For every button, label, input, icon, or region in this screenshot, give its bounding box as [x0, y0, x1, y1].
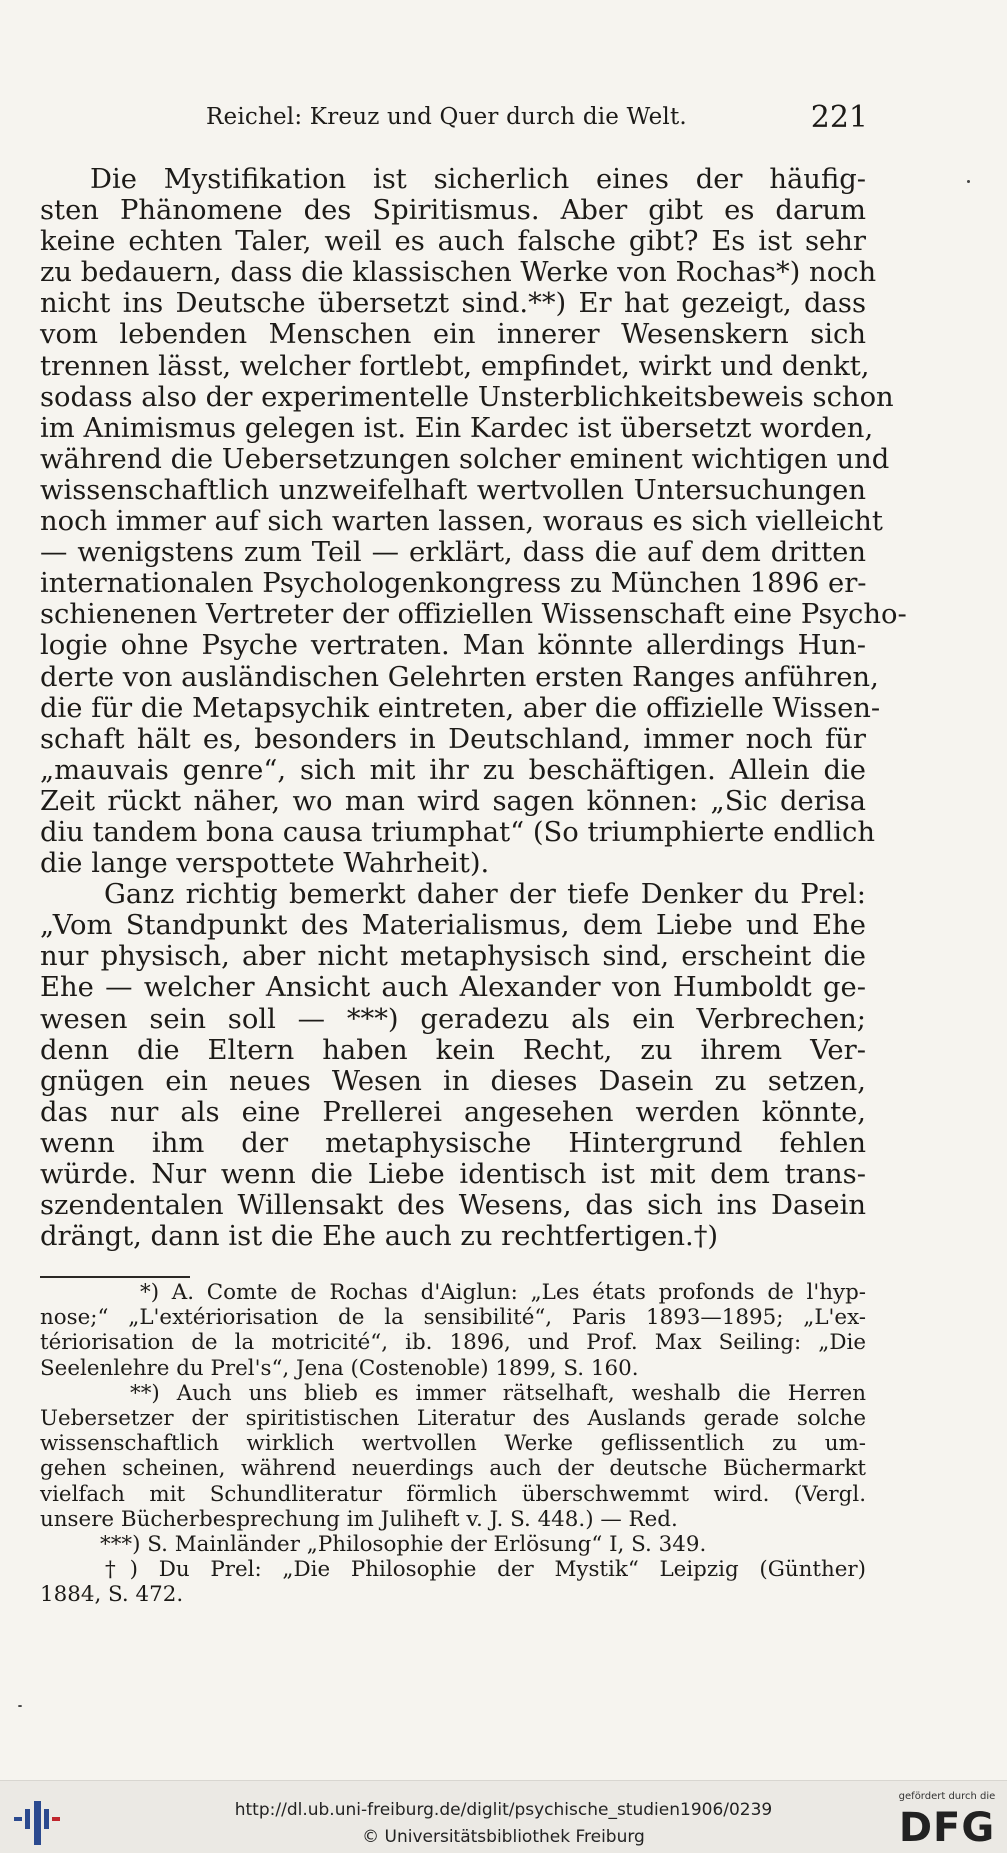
- text-line: würde. Nur wenn die Liebe identisch ist mit dem trans-: [40, 1159, 866, 1190]
- footnote-line: nose;“ „L'extériorisation de la sensibilité“, Paris 1893—1895; „L'ex-: [40, 1305, 866, 1331]
- text-line: sodass also der experimentelle Unsterblichkeitsbeweis schon: [40, 381, 894, 413]
- main-text: [40, 164, 907, 1253]
- text-line: zu bedauern, dass die klassischen Werke von Rochas*) noch: [40, 257, 877, 289]
- text-line: wissenschaftlich unzweifelhaft wertvollen Untersuchungen: [40, 474, 866, 506]
- footnote-line: gehen scheinen, während neuerdings auch der deutsche Büchermarkt: [40, 1456, 866, 1482]
- text-line: schaft hält es, besonders in Deutschland, immer noch für: [40, 723, 866, 755]
- dfg-logo: [897, 1787, 997, 1849]
- running-title: Reichel: Kreuz und Quer durch die Welt.: [206, 104, 687, 130]
- footnotes: [40, 1280, 866, 1608]
- text-line: — wenigstens zum Teil — erklärt, dass die auf dem dritten: [40, 537, 866, 569]
- document-url-link[interactable]: http://dl.ub.uni-freiburg.de/diglit/psychische_studien1906/0239: [234, 1800, 773, 1820]
- text-line: vom lebenden Menschen ein innerer Wesenskern sich: [40, 319, 866, 351]
- text-line: die lange verspottete Wahrheit).: [40, 848, 490, 880]
- copyright-notice: © Universitätsbibliothek Freiburg: [362, 1827, 645, 1847]
- scan-speck: [967, 180, 970, 183]
- text-line: noch immer auf sich warten lassen, woraus es sich vielleicht: [40, 506, 883, 538]
- dfg-caption: gefördert durch die: [898, 1791, 996, 1802]
- text-line: gnügen ein neues Wesen in dieses Dasein zu setzen,: [40, 1065, 866, 1097]
- text-line: nur physisch, aber nicht metaphysisch sind, erscheint die: [40, 941, 866, 973]
- footnote-line: tériorisation de la motricité“, ib. 1896, und Prof. Max Seiling: „Die: [40, 1330, 866, 1356]
- text-line: wenn ihm der metaphysische Hintergrund fehlen: [40, 1127, 866, 1159]
- footnote-line: Seelenlehre du Prel's“, Jena (Costenoble) 1899, S. 160.: [40, 1355, 639, 1381]
- footnote-line: Uebersetzer der spiritistischen Literatur des Auslands gerade solche: [40, 1406, 866, 1432]
- text-line: keine echten Taler, weil es auch falsche gibt? Es ist sehr: [40, 226, 866, 258]
- footnote-line: *) A. Comte de Rochas d'Aiglun: „Les états profonds de l'hyp-: [140, 1280, 866, 1305]
- text-line: „Vom Standpunkt des Materialismus, dem Liebe und Ehe: [40, 910, 866, 942]
- text-line: Zeit rückt näher, wo man wird sagen können: „Sic derisa: [40, 785, 866, 817]
- text-line: logie ohne Psyche vertraten. Man könnte allerdings Hun-: [40, 630, 866, 662]
- text-line: „mauvais genre“, sich mit ihr zu beschäftigen. Allein die: [40, 754, 866, 786]
- text-line: Die Mystifikation ist sicherlich eines der häufig-: [90, 164, 866, 195]
- scan-speck: [18, 1705, 22, 1707]
- text-line: drängt, dann ist die Ehe auch zu rechtfertigen.†): [40, 1221, 719, 1253]
- text-line: derte von ausländischen Gelehrten ersten Ranges anführen,: [40, 661, 879, 693]
- text-line: Ehe — welcher Ansicht auch Alexander von Humboldt ge-: [40, 972, 866, 1004]
- text-line: schienenen Vertreter der offiziellen Wissenschaft eine Psycho-: [40, 599, 907, 631]
- footnote-line: 1884, S. 472.: [40, 1582, 184, 1608]
- footnote-line: vielfach mit Schundliteratur förmlich überschwemmt wird. (Vergl.: [40, 1481, 866, 1507]
- text-line: denn die Eltern haben kein Recht, zu ihrem Ver-: [40, 1034, 866, 1066]
- footnote-line: unsere Bücherbesprechung im Juliheft v. J. S. 448.) — Red.: [40, 1506, 678, 1532]
- text-line: das nur als eine Prellerei angesehen werden könnte,: [40, 1096, 866, 1128]
- text-line: nicht ins Deutsche übersetzt sind.**) Er hat gezeigt, dass: [40, 288, 866, 320]
- text-line: szendentalen Willensakt des Wesens, das sich ins Dasein: [40, 1190, 866, 1222]
- footnote-line: ***) S. Mainländer „Philosophie der Erlösung“ I, S. 349.: [100, 1532, 707, 1558]
- text-line: trennen lässt, welcher fortlebt, empfindet, wirkt und denkt,: [40, 350, 870, 382]
- text-line: Ganz richtig bemerkt daher der tiefe Denker du Prel:: [104, 879, 866, 911]
- footnote-divider: [40, 1276, 190, 1278]
- footnote-line: **) Auch uns blieb es immer rätselhaft, weshalb die Herren: [130, 1380, 866, 1406]
- footnote-line: wissenschaftlich wirklich wertvollen Werke geflissentlich zu um-: [40, 1431, 866, 1457]
- text-line: internationalen Psychologenkongress zu München 1896 er-: [40, 568, 867, 600]
- text-line: im Animismus gelegen ist. Ein Kardec ist übersetzt worden,: [40, 412, 874, 444]
- text-line: wesen sein soll — ***) geradezu als ein Verbrechen;: [40, 1003, 866, 1035]
- text-line: während die Uebersetzungen solcher eminent wichtigen und: [40, 443, 890, 475]
- footnote-line: †) Du Prel: „Die Philosophie der Mystik“ Leipzig (Günther): [105, 1557, 866, 1583]
- text-line: diu tandem bona causa triumphat“ (So triumphierte endlich: [40, 816, 876, 848]
- text-line: die für die Metapsychik eintreten, aber die offizielle Wissen-: [40, 692, 881, 724]
- text-line: sten Phänomene des Spiritismus. Aber gibt es darum: [40, 195, 866, 227]
- page-header: [40, 100, 868, 140]
- dfg-mark: DFG: [898, 1805, 996, 1851]
- page-number: 221: [810, 100, 868, 135]
- viewer-footer: [0, 1780, 1007, 1853]
